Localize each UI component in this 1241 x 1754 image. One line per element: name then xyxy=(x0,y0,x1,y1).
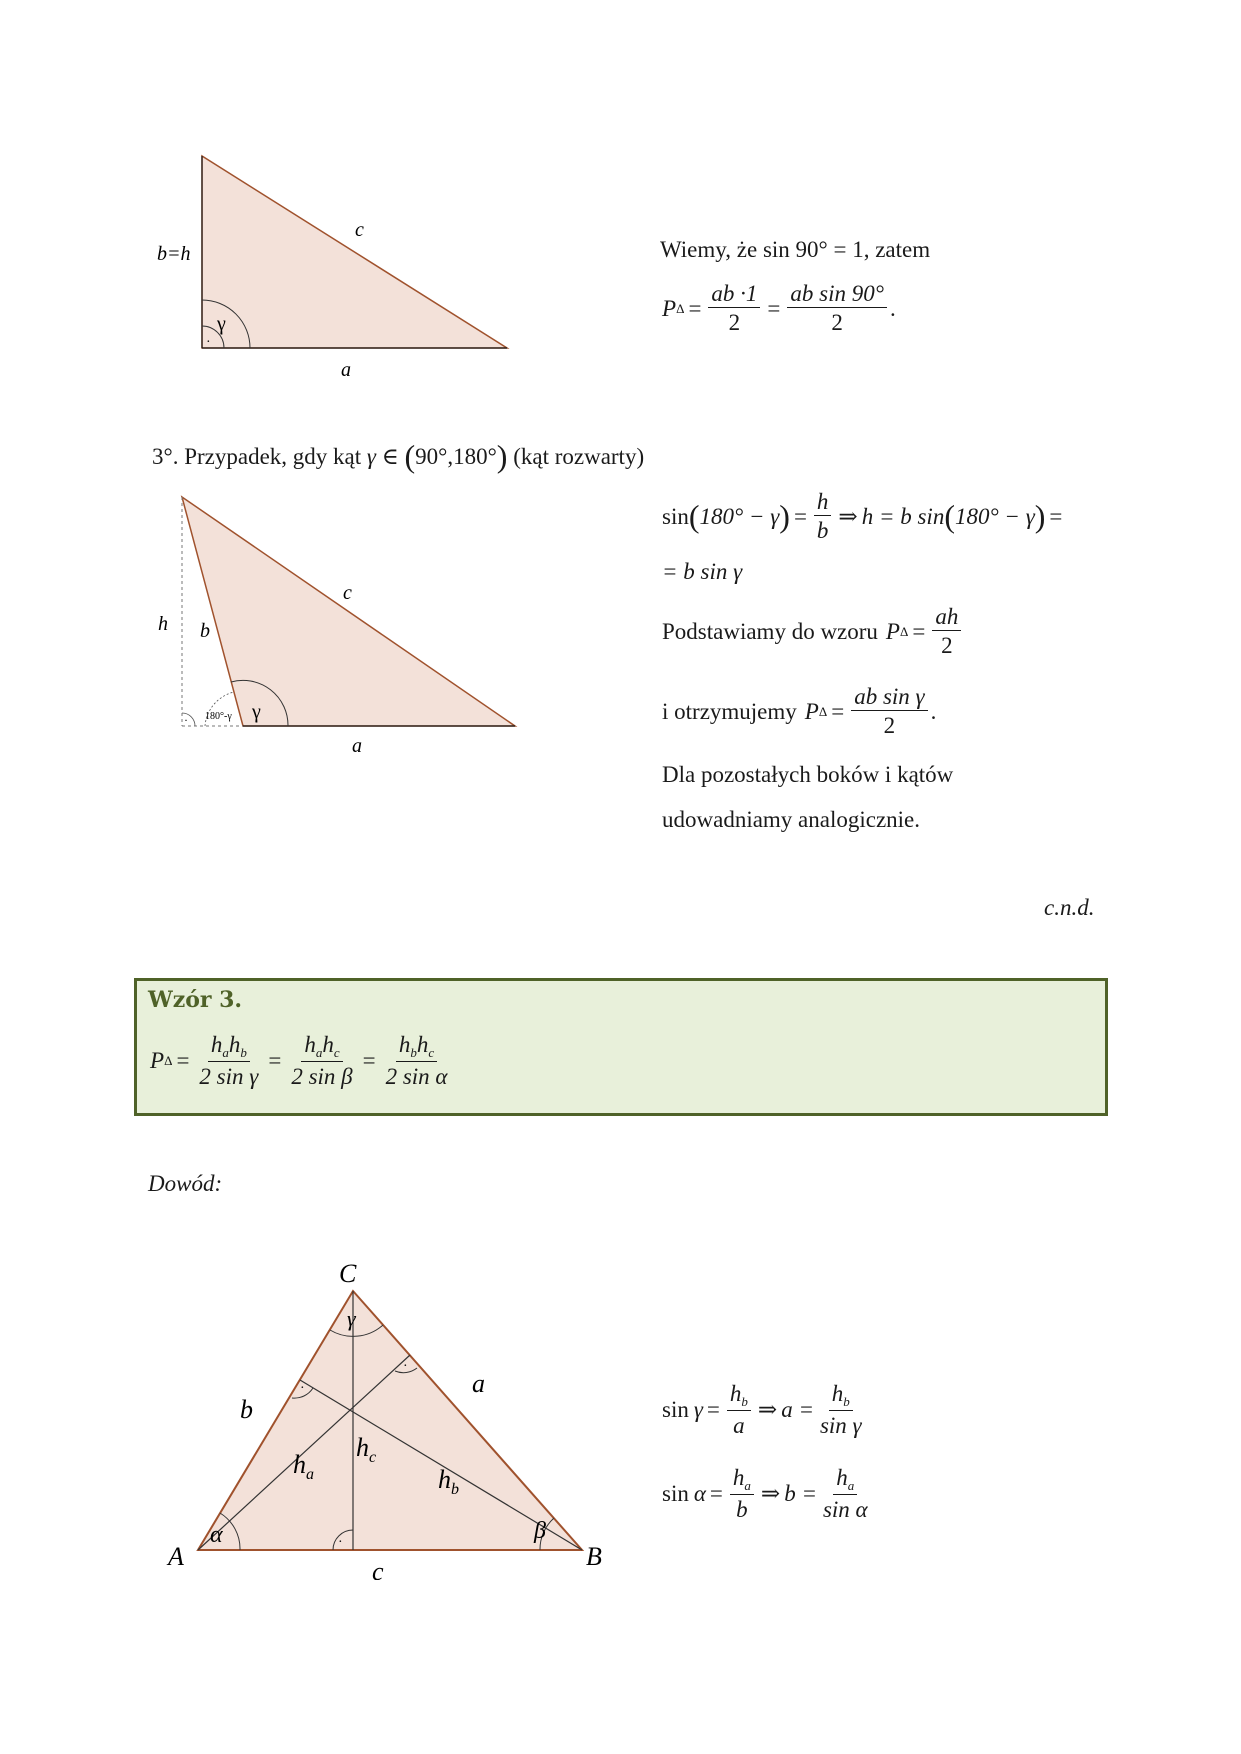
zatem-text: , zatem xyxy=(863,237,931,262)
label-hb: $h_b$ xyxy=(438,1465,459,1498)
label-gamma: γ xyxy=(347,1306,356,1331)
case3-interval: 90°,180° xyxy=(415,444,497,469)
implies: ⇒ xyxy=(760,1481,781,1506)
period: . xyxy=(889,295,896,321)
right-angle-dot: · xyxy=(206,335,211,350)
fraction-hahc: $\frac{h_ah_c}{\text{2 sin β}}$ xyxy=(291,1032,353,1089)
bsin-gamma-line: = b sin γ xyxy=(662,559,743,584)
figure-altitudes-triangle xyxy=(150,1240,630,1580)
cnd: c.n.d. xyxy=(1044,895,1095,920)
fraction-hbhc: $\frac{h_bh_c}{\text{2 sin α}}$ xyxy=(385,1032,448,1089)
dowod-label: Dowód: xyxy=(148,1171,223,1196)
sin90-eq: sin 90° = 1 xyxy=(762,237,864,262)
podstawiamy-line: Podstawiamy do wzoru P Δ = $\frac{ah}{2}$ xyxy=(662,605,964,657)
fraction-hb-singamma: $\frac{h_b}{\text{sin γ}}$ xyxy=(819,1381,862,1438)
figure-right-triangle xyxy=(140,140,540,390)
side-b: b xyxy=(240,1395,253,1424)
sin-word: sin xyxy=(662,1397,689,1422)
label-c: c xyxy=(343,582,352,604)
area-formula-right: P Δ = $\frac{ab \cdot 1}{2}$ = $\frac{\text{ab sin 90°}}{2}$ . xyxy=(662,281,896,335)
fraction-absin90: $\frac{\text{ab sin 90°}}{2}$ xyxy=(787,282,887,334)
wiemy-text: Wiemy, że xyxy=(660,237,763,262)
label-gamma: γ xyxy=(217,313,226,335)
podstawiamy-text: Podstawiamy do wzoru xyxy=(662,618,878,644)
right-angle-dot-c: · xyxy=(338,1535,343,1550)
a-eq: a = xyxy=(781,1397,814,1422)
implies: ⇒ xyxy=(838,503,858,529)
label-gamma: γ xyxy=(252,701,261,723)
label-a: a xyxy=(341,359,351,381)
area-symbol: P xyxy=(150,1048,165,1073)
h-eq-bsin: h = b sin xyxy=(861,503,945,529)
label-beta: β xyxy=(534,1518,546,1544)
fraction-absin: $\frac{\text{ab sin γ}}{2}$ xyxy=(851,685,927,737)
b-eq: b = xyxy=(784,1481,817,1506)
sin-alpha-equation: sin α = $\frac{h_a}{b}$ ⇒ b = $\frac{h_a}{\text{sin α}}$ xyxy=(662,1466,874,1521)
area-symbol: P xyxy=(662,295,677,321)
delta-sub: Δ xyxy=(899,623,909,639)
delta-sub: Δ xyxy=(818,703,828,719)
case3-suffix: (kąt rozwarty) xyxy=(513,444,645,469)
figure-obtuse-triangle xyxy=(140,485,540,765)
fraction-hb-a: $\frac{h_b}{a}$ xyxy=(727,1382,751,1437)
area-symbol: P xyxy=(804,698,819,724)
otrzymujemy-text: i otrzymujemy xyxy=(662,698,797,724)
vertex-A: A xyxy=(168,1542,184,1571)
right-angle-dot-a: · xyxy=(403,1359,408,1374)
area-symbol: P xyxy=(885,618,900,644)
sin-gamma-equation: sin γ = $\frac{h_b}{a}$ ⇒ a = $\frac{h_b}{\text{sin γ}}$ xyxy=(662,1382,868,1437)
delta-sub: Δ xyxy=(164,1053,173,1068)
fraction-hahb: $\frac{h_ah_b}{\text{2 sin γ}}$ xyxy=(199,1032,259,1089)
label-ha: $h_a$ xyxy=(293,1450,314,1483)
supp-angle-2: 180° − γ xyxy=(954,503,1035,529)
fraction-ha-sinalpha: $\frac{h_a}{\text{sin α}}$ xyxy=(822,1465,868,1522)
fraction-h-b: $\frac{h}{b}$ xyxy=(814,490,832,542)
sin-word: sin xyxy=(662,1481,689,1506)
case3-in: ∈ xyxy=(381,444,399,469)
dla-line1: Dla pozostałych boków i kątów xyxy=(662,762,954,787)
vertex-B: B xyxy=(586,1542,602,1571)
fraction-ah: $\frac{ah}{2}$ xyxy=(932,605,961,657)
otrzymujemy-line: i otrzymujemy P Δ = $\frac{\text{ab sin γ}}{2}$ . xyxy=(662,684,937,738)
label-supp: 180°-γ xyxy=(205,711,232,722)
right-angle-dot-b: · xyxy=(300,1381,305,1396)
delta-sub: Δ xyxy=(676,300,685,316)
implies: ⇒ xyxy=(757,1397,778,1422)
right-angle-dot: · xyxy=(184,713,188,727)
label-b: b xyxy=(200,620,210,642)
label-alpha: α xyxy=(210,1522,223,1548)
side-a: a xyxy=(472,1369,485,1398)
wzor3-title: Wzór 3. xyxy=(148,987,243,1013)
triangle-right xyxy=(202,156,507,348)
label-c: c xyxy=(355,219,364,241)
case3-prefix: 3°. Przypadek, gdy kąt xyxy=(152,444,367,469)
sin-word: sin xyxy=(662,503,689,529)
sin-supp-equation: sin ( 180° − γ ) = $\frac{h}{b}$ ⇒ h = b sin ( 180° − γ ) = xyxy=(662,489,1063,543)
wiemy-line xyxy=(660,238,930,261)
label-h: h xyxy=(158,613,168,635)
case3-heading: 3°. Przypadek, gdy kąt γ ∈ (90°,180°) (kąt rozwarty) xyxy=(152,438,645,474)
fraction-ab1: $\frac{ab \cdot 1}{2}$ xyxy=(708,282,760,334)
label-b-eq-h: b=h xyxy=(157,243,191,265)
label-hc: $h_c$ xyxy=(356,1433,377,1466)
fraction-ha-b: $\frac{h_a}{b}$ xyxy=(730,1466,754,1521)
side-c: c xyxy=(372,1557,384,1580)
period: . xyxy=(930,698,937,724)
label-a: a xyxy=(352,735,362,757)
vertex-C: C xyxy=(339,1259,357,1288)
case3-gamma: γ xyxy=(366,444,376,469)
supp-angle: 180° − γ xyxy=(699,503,780,529)
dla-line2: udowadniamy analogicznie. xyxy=(662,807,921,832)
wzor3-formula: P Δ = $\frac{h_ah_b}{\text{2 sin γ}}$ = $\frac{h_ah_c}{\text{2 sin β}}$ = $\frac{h_bh_c}{\text{2 sin α}}$ xyxy=(150,1033,454,1088)
triangle-obtuse xyxy=(182,497,515,726)
triangle-abc xyxy=(198,1291,582,1550)
